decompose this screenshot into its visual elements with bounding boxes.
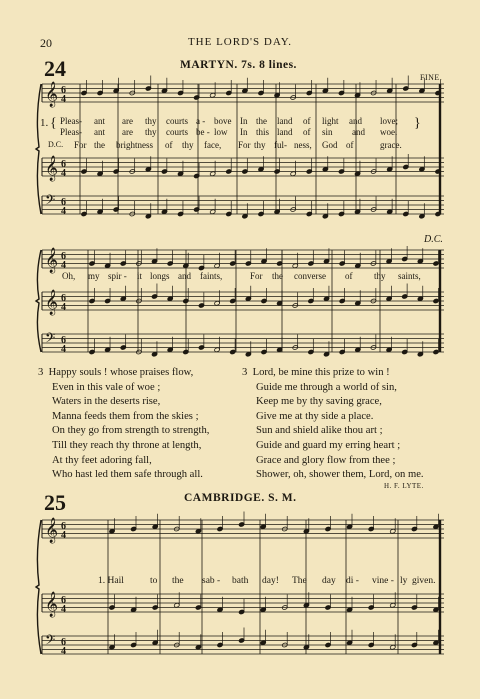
syllable: of — [303, 127, 311, 137]
syllable: saints, — [398, 271, 421, 281]
syllable: of — [165, 140, 173, 150]
syllable: land — [277, 116, 293, 126]
syllable: courts — [166, 127, 188, 137]
syllable: Oh, — [62, 271, 76, 281]
syllable: ly — [400, 576, 408, 586]
syllable: and — [352, 127, 365, 137]
brace-verses: { — [50, 116, 57, 131]
lyric-line-hymn25 — [0, 576, 480, 588]
dc-marking: D.C. — [424, 234, 443, 245]
syllable: Pleas- — [60, 127, 82, 137]
syllable: Pleas- — [60, 116, 82, 126]
syllable: ness, — [294, 140, 312, 150]
verse-line: Keep me by thy saving grace, — [256, 396, 382, 408]
syllable: and — [349, 116, 362, 126]
svg-text:6: 6 — [61, 521, 66, 532]
syllable: light — [322, 116, 339, 126]
syllable: vine - — [372, 576, 394, 586]
verse-number: 3 — [38, 367, 44, 378]
hymn-number-25: 25 — [44, 490, 66, 515]
syllable: longs — [150, 271, 170, 281]
verse-line: Even in this vale of woe ; — [52, 381, 161, 393]
verse-line: Who hast led them safe through all. — [52, 469, 203, 481]
svg-text:6: 6 — [61, 595, 66, 606]
svg-text:4: 4 — [61, 344, 66, 355]
svg-text:𝄢: 𝄢 — [45, 192, 56, 211]
syllable: it — [137, 271, 143, 281]
svg-text:4: 4 — [61, 302, 66, 313]
svg-text:𝄢: 𝄢 — [45, 330, 56, 349]
svg-text:𝄢: 𝄢 — [45, 632, 56, 651]
verse-line-text: Lord, be mine this prize to win ! — [252, 367, 390, 378]
syllable: For — [238, 140, 251, 150]
svg-text:6: 6 — [61, 637, 66, 648]
svg-text:6: 6 — [61, 159, 66, 170]
syllable: low — [214, 127, 228, 137]
syllable: to — [150, 576, 158, 586]
syllable: given. — [412, 576, 436, 586]
svg-text:6: 6 — [61, 251, 66, 262]
syllable: thy — [145, 127, 157, 137]
syllable: this — [256, 127, 270, 137]
syllable: are — [122, 116, 133, 126]
hymn-number-24: 24 — [44, 56, 66, 81]
svg-text:𝄞: 𝄞 — [45, 290, 59, 315]
verse-line: Give me at thy side a place. — [256, 410, 374, 422]
svg-text:4: 4 — [61, 168, 66, 179]
syllable: 1. Hail — [98, 576, 124, 586]
svg-text:6: 6 — [61, 197, 66, 208]
verse-line: At thy feet adoring fall, — [52, 454, 152, 466]
syllable: thy — [145, 116, 157, 126]
svg-text:4: 4 — [61, 260, 66, 271]
tune-title-martyn: MARTYN. 7s. 8 lines. — [180, 59, 297, 71]
syllable: of — [345, 271, 353, 281]
syllable: thy — [182, 140, 194, 150]
syllable: ant — [94, 127, 105, 137]
syllable: courts — [166, 116, 188, 126]
treble-clef-icon — [45, 517, 66, 543]
syllable: day! — [262, 576, 279, 586]
page-number: 20 — [40, 36, 52, 50]
syllable: spir - — [108, 271, 127, 281]
syllable: thy — [374, 271, 386, 281]
syllable: sin — [322, 127, 333, 137]
svg-text:4: 4 — [61, 206, 66, 217]
syllable: In — [240, 127, 248, 137]
treble-clef-icon — [45, 591, 66, 617]
verse-line: Till they reach thy throne at length, — [52, 439, 202, 451]
verse-line: On they go from strength to strength, — [52, 425, 210, 437]
syllable: ful- — [274, 140, 287, 150]
syllable: sab - — [202, 576, 221, 586]
syllable: di - — [346, 576, 359, 586]
syllable: my — [88, 271, 100, 281]
syllable: faints, — [200, 271, 223, 281]
syllable: bove — [214, 116, 232, 126]
svg-text:𝄞: 𝄞 — [45, 592, 59, 617]
verse-number: 3 — [242, 367, 248, 378]
syllable: ant — [94, 116, 105, 126]
syllable: and — [178, 271, 191, 281]
syllable: converse — [294, 271, 326, 281]
svg-text:4: 4 — [61, 646, 66, 657]
svg-text:4: 4 — [61, 604, 66, 615]
syllable: a - — [196, 116, 206, 126]
syllable: thy — [254, 140, 266, 150]
verse-line: Guide and guard my erring heart ; — [256, 439, 401, 451]
svg-text:4: 4 — [61, 530, 66, 541]
syllable: God — [322, 140, 338, 150]
svg-text:𝄞: 𝄞 — [45, 518, 59, 543]
syllable: be - — [196, 127, 210, 137]
verse-line: Shower, oh, shower them, Lord, on me. — [256, 469, 424, 481]
svg-text:6: 6 — [61, 293, 66, 304]
syllable: woe. — [380, 127, 398, 137]
syllable: bath — [232, 576, 249, 586]
svg-text:𝄞: 𝄞 — [45, 248, 59, 273]
running-head: THE LORD'S DAY. — [187, 36, 293, 48]
verse-number-1: 1. — [40, 117, 49, 129]
verse-line: Grace and glory flow from thee ; — [256, 454, 396, 466]
syllable: brightness — [116, 140, 153, 150]
svg-text:6: 6 — [61, 335, 66, 346]
syllable: of — [346, 140, 354, 150]
syllable: grace. — [380, 140, 402, 150]
syllable: land — [277, 127, 293, 137]
syllable: the — [272, 271, 283, 281]
syllable: the — [172, 576, 184, 586]
syllable: In — [240, 116, 248, 126]
syllable: For — [74, 140, 87, 150]
syllable: D.C. — [48, 140, 64, 149]
syllable: love; — [380, 116, 398, 126]
syllable: day — [322, 576, 336, 586]
syllable: of — [303, 116, 311, 126]
syllable: The — [292, 576, 307, 586]
syllable: For — [250, 271, 263, 281]
verse-line: Manna feeds them from the skies ; — [52, 410, 199, 422]
verse-line-text: Happy souls ! whose praises flow, — [48, 367, 194, 378]
verse-line: Sun and shield alike thou art ; — [256, 425, 383, 437]
verse-line: Waters in the deserts rise, — [52, 396, 161, 408]
brace-verses-close: } — [414, 116, 421, 131]
syllable: the — [256, 116, 267, 126]
author-credit: H. F. LYTE. — [384, 482, 424, 490]
svg-text:4: 4 — [61, 94, 66, 105]
verse-line: Guide me through a world of sin, — [256, 381, 397, 393]
syllable: face, — [204, 140, 222, 150]
fine-marking: FINE. — [420, 73, 443, 82]
syllable: the — [94, 140, 105, 150]
svg-text:𝄞: 𝄞 — [45, 156, 59, 181]
svg-text:𝄞: 𝄞 — [45, 82, 59, 107]
syllable: are — [122, 127, 133, 137]
tune-title-cambridge: CAMBRIDGE. S. M. — [184, 492, 297, 504]
svg-text:6: 6 — [61, 85, 66, 96]
